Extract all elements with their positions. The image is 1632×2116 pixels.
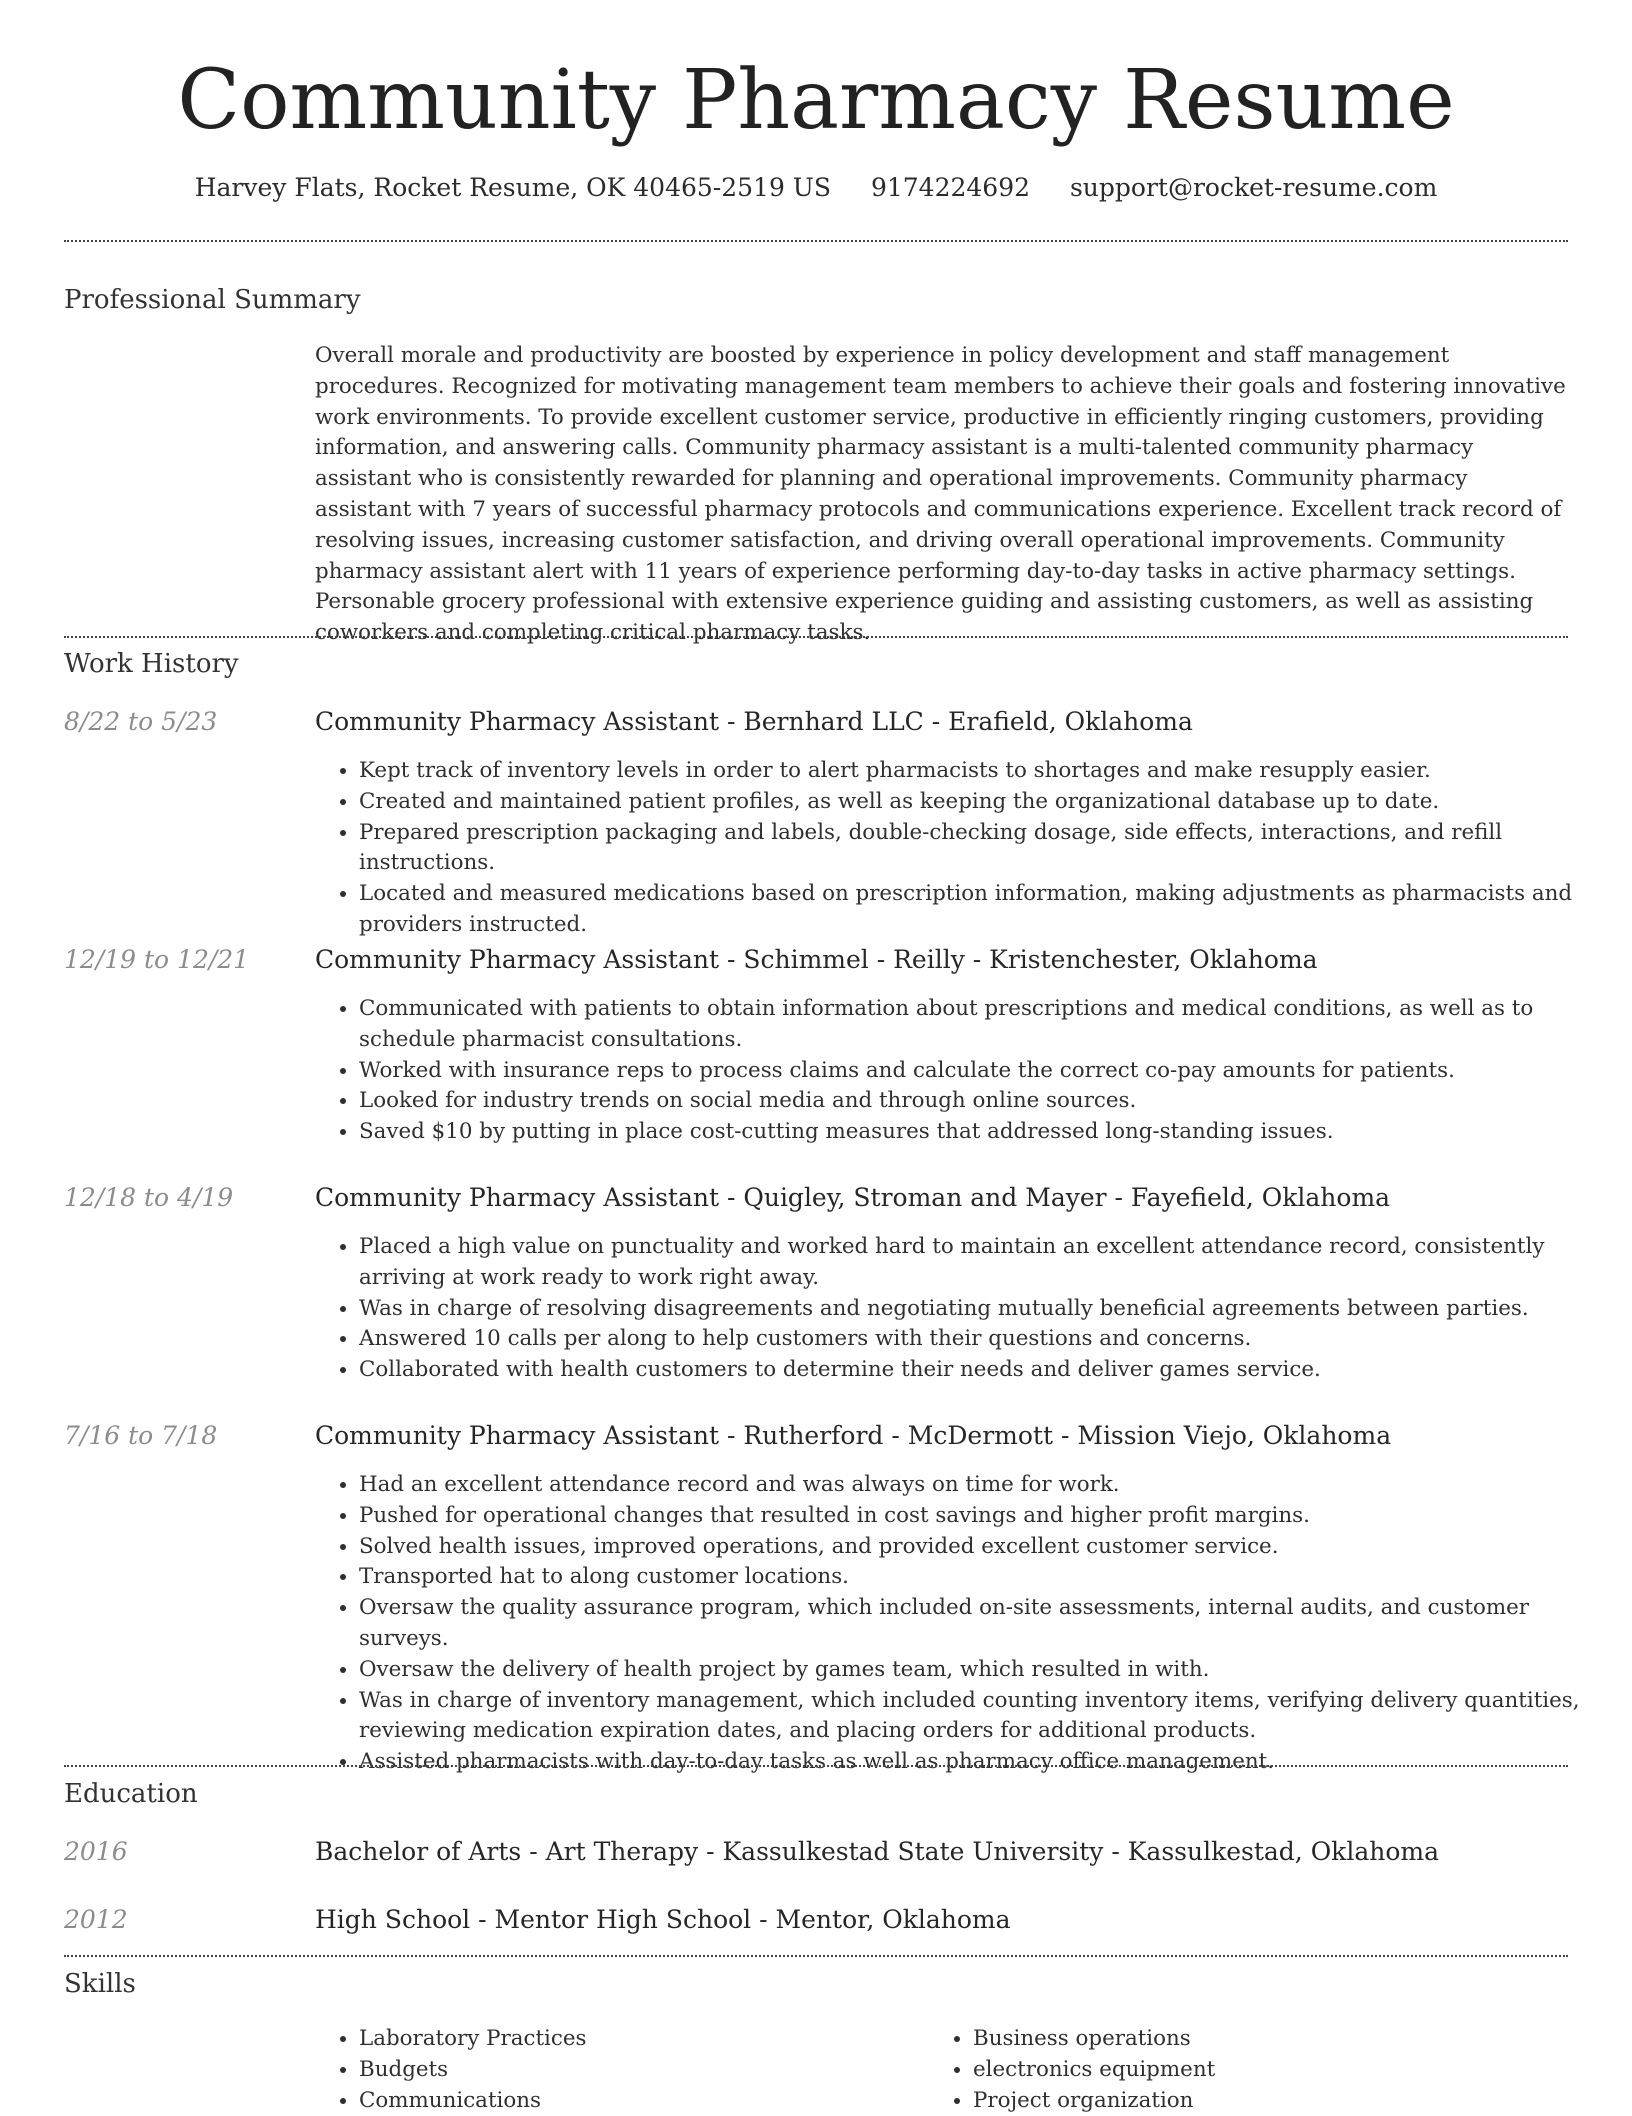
work-history-heading: Work History — [64, 649, 239, 679]
education-entry: High School - Mentor High School - Mentor, Oklahoma — [315, 1905, 1011, 1934]
summary-heading: Professional Summary — [64, 285, 361, 315]
job-bullet: • Collaborated with health customers to determine their needs and deliver games service. — [359, 1355, 1614, 1386]
skill-item: • electronics equipment — [973, 2055, 1573, 2086]
job-bullets — [315, 756, 1614, 941]
contact-phone: 9174224692 — [870, 173, 1031, 202]
job-title: Community Pharmacy Assistant - Quigley, Stroman and Mayer - Fayefield, Oklahoma — [315, 1183, 1391, 1212]
job-bullet: • Transported hat to along customer locations. — [359, 1562, 1614, 1593]
skills-list-left — [315, 2024, 919, 2116]
contact-address: Harvey Flats, Rocket Resume, OK 40465-2519 US — [194, 173, 831, 202]
job-bullet: • Answered 10 calls per along to help customers with their questions and concerns. — [359, 1324, 1614, 1355]
divider — [64, 1955, 1568, 1957]
job-bullets — [315, 1232, 1614, 1386]
skills-heading: Skills — [64, 1969, 136, 1999]
job-bullet: • Prepared prescription packaging and labels, double-checking dosage, side effects, interactions, and refill instructions. — [359, 818, 1614, 880]
job-dates: 8/22 to 5/23 — [64, 707, 218, 736]
job-bullet: • Kept track of inventory levels in order to alert pharmacists to shortages and make resupply easier. — [359, 756, 1614, 787]
skill-item: • Laboratory Practices — [359, 2024, 919, 2055]
job-bullets — [315, 994, 1614, 1148]
education-entry: Bachelor of Arts - Art Therapy - Kassulkestad State University - Kassulkestad, Oklahoma — [315, 1837, 1439, 1866]
divider — [64, 1765, 1568, 1767]
job-bullet: • Communicated with patients to obtain information about prescriptions and medical conditions, as well as to schedule pharmacist consultations. — [359, 994, 1614, 1056]
skills-list-right — [929, 2024, 1573, 2116]
job-title: Community Pharmacy Assistant - Rutherford - McDermott - Mission Viejo, Oklahoma — [315, 1421, 1392, 1450]
skill-item: • Project organization — [973, 2086, 1573, 2116]
job-dates: 7/16 to 7/18 — [64, 1421, 218, 1450]
skill-item: • Communications — [359, 2086, 919, 2116]
job-bullet: • Oversaw the delivery of health project by games team, which resulted in with. — [359, 1655, 1614, 1686]
contact-line — [0, 168, 1632, 208]
job-dates: 12/18 to 4/19 — [64, 1183, 234, 1212]
summary-text: Overall morale and productivity are boosted by experience in policy development and staff management procedures. Recognized for motivating management team members to achieve their goals and fostering innovative work environments. To provide excellent customer service, productive in efficiently ringing customers, providing information, and answering calls. Community pharmacy assistant is a multi-talented community pharmacy assistant who is consistently rewarded for planning and operational improvements. Community pharmacy assistant with 7 years of successful pharmacy protocols and communications experience. Excellent track record of resolving issues, increasing customer satisfaction, and driving overall operational improvements. Community pharmacy assistant alert with 11 years of experience performing day-to-day tasks in active pharmacy settings. Personable grocery professional with extensive experience guiding and assisting customers, as well as assisting coworkers and completing critical pharmacy tasks. — [315, 343, 1566, 646]
job-bullet: • Solved health issues, improved operations, and provided excellent customer service. — [359, 1532, 1614, 1563]
job-title: Community Pharmacy Assistant - Bernhard LLC - Erafield, Oklahoma — [315, 707, 1193, 736]
divider — [64, 240, 1568, 242]
job-bullet: • Pushed for operational changes that resulted in cost savings and higher profit margins. — [359, 1501, 1614, 1532]
job-bullet: • Created and maintained patient profiles, as well as keeping the organizational database up to date. — [359, 787, 1614, 818]
job-bullets — [315, 1470, 1614, 1778]
job-dates: 12/19 to 12/21 — [64, 945, 250, 974]
job-bullet: • Oversaw the quality assurance program, which included on-site assessments, internal audits, and customer surveys. — [359, 1593, 1614, 1655]
education-year: 2012 — [64, 1905, 128, 1934]
job-bullet: • Was in charge of resolving disagreements and negotiating mutually beneficial agreements between parties. — [359, 1294, 1614, 1325]
job-bullet: • Had an excellent attendance record and was always on time for work. — [359, 1470, 1614, 1501]
job-bullet: • Assisted pharmacists with day-to-day tasks as well as pharmacy office management. — [359, 1747, 1614, 1778]
job-bullet: • Looked for industry trends on social media and through online sources. — [359, 1086, 1614, 1117]
job-bullet: • Worked with insurance reps to process claims and calculate the correct co-pay amounts for patients. — [359, 1056, 1614, 1087]
job-bullet: • Saved $10 by putting in place cost-cutting measures that addressed long-standing issues. — [359, 1117, 1614, 1148]
job-title: Community Pharmacy Assistant - Schimmel - Reilly - Kristenchester, Oklahoma — [315, 945, 1318, 974]
skill-item: • Budgets — [359, 2055, 919, 2086]
education-year: 2016 — [64, 1837, 128, 1866]
skill-item: • Business operations — [973, 2024, 1573, 2055]
job-bullet: • Placed a high value on punctuality and worked hard to maintain an excellent attendance record, consistently arriving at work ready to work right away. — [359, 1232, 1614, 1294]
job-bullet: • Was in charge of inventory management, which included counting inventory items, verifying delivery quantities, reviewing medication expiration dates, and placing orders for additional products. — [359, 1686, 1614, 1748]
job-bullet: • Located and measured medications based on prescription information, making adjustments as pharmacists and providers instructed. — [359, 879, 1614, 941]
divider — [64, 636, 1568, 638]
education-heading: Education — [64, 1779, 198, 1809]
contact-email: support@rocket-resume.com — [1069, 173, 1438, 202]
resume-title: Community Pharmacy Resume — [177, 53, 1455, 148]
